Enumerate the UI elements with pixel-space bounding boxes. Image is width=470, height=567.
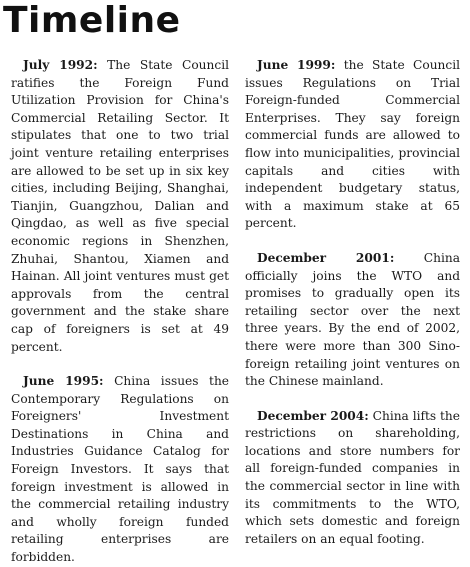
entry-date: June 1995: [23,374,104,389]
timeline-entry-december-2004 [245,408,460,549]
entry-text: China lifts the restrictions on shareholding, locations and store numbers for all foreign-funded companies in the commercial sector in line with its commitments to the WTO, which sets domestic and foreign retailers on an equal footing. [245,408,460,546]
timeline-entry-june-1995 [11,373,229,567]
entry-date: December 2004: [257,408,369,423]
timeline-entry-june-1999 [245,57,460,233]
entry-text: China officially joins the WTO and promises to gradually open its retailing sector over the next three years. By the end of 2002, there were more than 300 Sino-foreign retailing joint ventures on the Chinese mainland. [245,250,460,389]
left-column [11,57,229,567]
right-column [245,57,460,548]
entry-text: the State Council issues Regulations on Trial Foreign-funded Commercial Enterprises. They say foreign commercial funds are allowed to flow into municipalities, provincial capitals and cities with independent budgetary status, with a maximum stake at 65 percent. [245,58,461,231]
entry-text: The State Council ratifies the Foreign Fund Utilization Provision for China's Commercial Retailing Sector. It stipulates that one to two trial joint venture retailing enterprises are allowed to be set up in six key cities, including Beijing, Shanghai, Tianjin, Guangzhou, Dalian and Qingdao, as well as five special economic regions in Shenzhen, Zhuhai, Shantou, Xiamen and Hainan. All joint ventures must get approvals from the central government and the stake share cap of foreigners is set at 49 percent. [11,58,229,354]
entry-date: July 1992: [23,58,98,72]
page-title: Timeline [3,0,181,41]
entry-text: China issues the Contemporary Regulations on Foreigners' Investment Destinations in China and Industries Guidance Catalog for Foreign Investors. It says that foreign investment is allowed in the commercial retailing industry and wholly foreign funded retailing enterprises are forbidden. [11,374,230,565]
entry-date: June 1999: [257,58,336,72]
timeline-entry-december-2001 [245,250,460,391]
timeline-entry-july-1992 [11,57,229,356]
entry-date: December 2001: [257,250,395,265]
